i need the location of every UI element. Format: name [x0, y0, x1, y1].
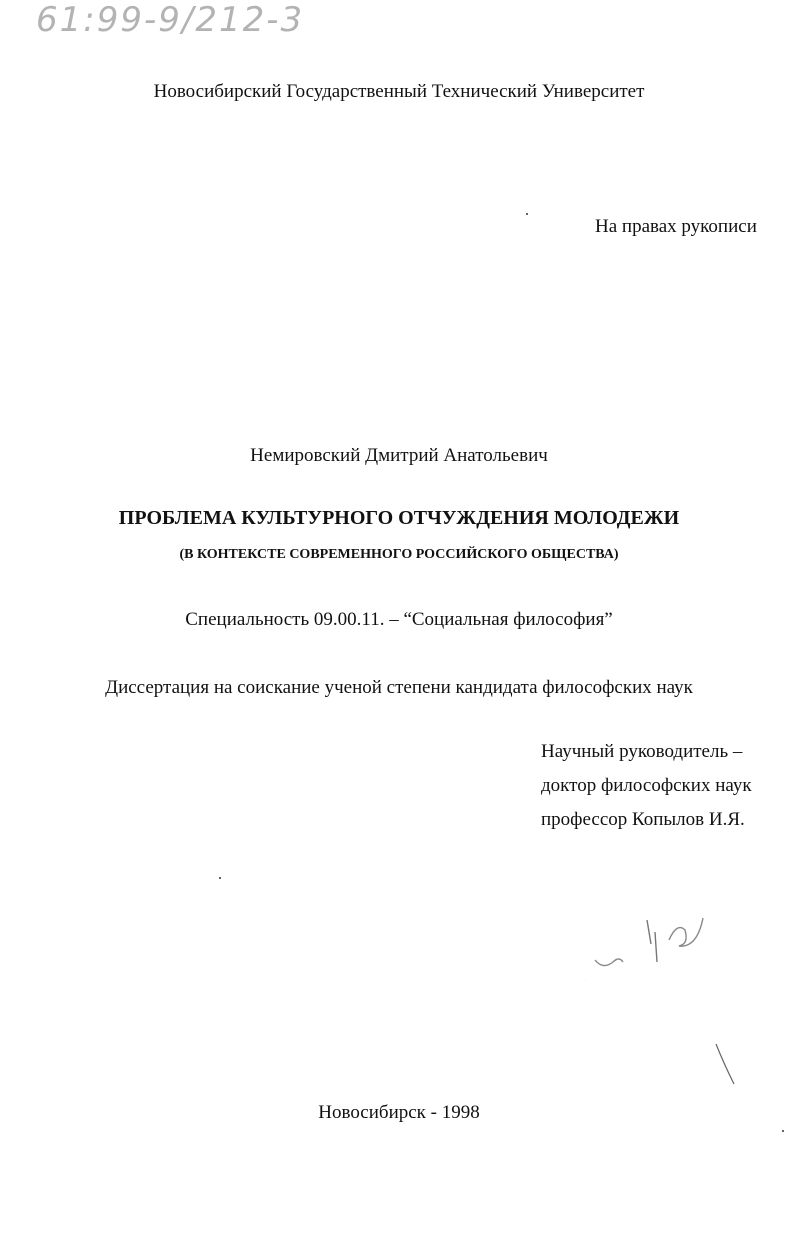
dissertation-title: ПРОБЛЕМА КУЛЬТУРНОГО ОТЧУЖДЕНИЯ МОЛОДЕЖИ	[118, 507, 680, 529]
degree-statement: Диссертация на соискание ученой степени кандидата философских наук	[105, 677, 693, 698]
stray-pen-stroke	[712, 1040, 742, 1090]
scan-speck	[219, 877, 221, 879]
supervisor-line-3: профессор Копылов И.Я.	[541, 809, 745, 830]
supervisor-line-1: Научный руководитель –	[541, 741, 743, 762]
university-name: Новосибирский Государственный Технический Университет	[153, 81, 645, 102]
dissertation-subtitle: (В КОНТЕКСТЕ СОВРЕМЕННОГО РОССИЙСКОГО ОБЩЕСТВА)	[179, 547, 619, 562]
supervisor-line-2: доктор философских наук	[541, 775, 752, 796]
scan-speck	[526, 213, 528, 215]
scan-speck	[782, 1130, 784, 1132]
rights-note: На правах рукописи	[595, 216, 757, 237]
city-and-year: Новосибирск - 1998	[318, 1102, 480, 1123]
signature-scribble	[585, 900, 715, 990]
author-name: Немировский Дмитрий Анатольевич	[250, 445, 548, 466]
specialty: Специальность 09.00.11. – “Социальная философия”	[185, 609, 613, 630]
archive-handwritten-mark: 61:99-9/212-3	[36, 0, 305, 40]
